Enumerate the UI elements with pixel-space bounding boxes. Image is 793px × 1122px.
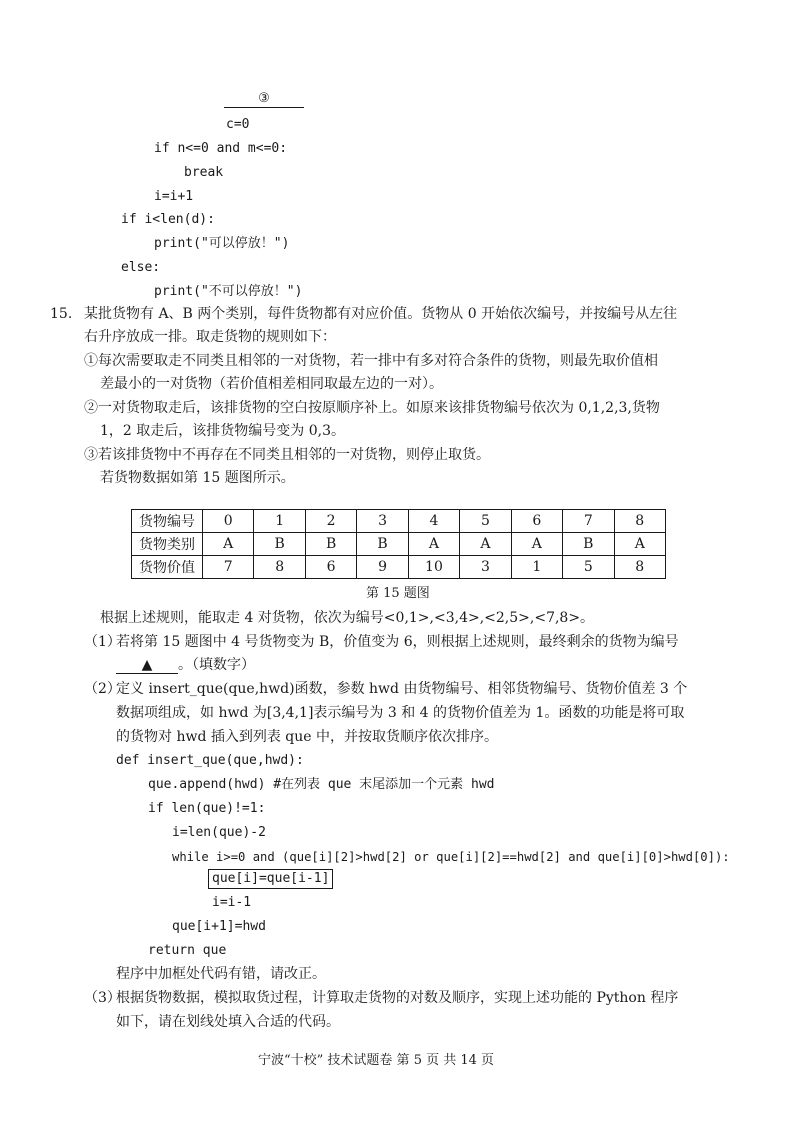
table-cell: 8 [614,510,666,533]
boxed-error-code: que[i]=que[i-1] [208,869,333,889]
part-3-text: 根据货物数据，模拟取货过程，计算取走货物的对数及顺序，实现上述功能的 Python 程序 [116,990,679,1006]
code-line: print("不可以停放！") [154,284,303,299]
code-line: if i<len(d): [121,212,215,227]
part-1-text: 若将第 15 题图中 4 号货物变为 B，价值变为 6，则根据上述规则，最终剩余的货物为编号 [116,634,679,650]
table-cell: 1 [511,556,562,579]
answer-blank: ▲ [116,657,178,674]
code-line: i=len(que)-2 [172,825,266,840]
rule-1-cont: 差最小的一对货物（若价值相差相同取最左边的一对）。 [100,376,443,392]
code-line: while i>=0 and (que[i][2]>hwd[2] or que[i][2]==hwd[2] and que[i][0]>hwd[0]): [172,850,730,864]
part-2-note: 程序中加框处代码有错，请改正。 [116,966,326,982]
table-cell: 3 [460,556,511,579]
part-2-text: 的货物对 hwd 插入到列表 que 中，并按取货顺序依次排序。 [116,729,499,745]
code-line: i=i+1 [154,189,194,204]
code-line: que[i+1]=hwd [172,919,266,934]
table-row [132,533,666,556]
part-2-label: （2） [84,681,121,697]
rule-2: ②一对货物取走后，该排货物的空白按原顺序补上。如原来该排货物编号依次为 0,1,2,3,货物 [84,400,660,416]
row-header: 货物编号 [132,510,203,533]
table-cell: B [305,533,356,556]
code-line: break [184,165,224,180]
part-2-text: 定义 insert_que(que,hwd)函数，参数 hwd 由货物编号、相邻货物编号、货物价值差 3 个 [116,681,688,697]
figure-caption: 第 15 题图 [366,586,430,601]
table-cell: 3 [357,510,408,533]
code-line: if n<=0 and m<=0: [154,141,288,156]
table-cell: 6 [305,556,356,579]
code-line: else: [121,260,161,275]
part-3-label: （3） [84,990,121,1006]
table-cell: A [408,533,459,556]
table-cell: 5 [563,556,614,579]
code-line: return que [148,943,227,958]
code-line: print("可以停放！") [154,236,290,251]
table-cell: A [614,533,666,556]
blank-3: ③ [224,90,304,108]
code-line: i=i-1 [212,895,252,910]
table-cell: 1 [254,510,305,533]
question-number: 15. [50,306,73,322]
page-footer: 宁波“十校” 技术试题卷 第 5 页 共 14 页 [258,1053,495,1068]
table-row [132,510,666,533]
row-header: 货物价值 [132,556,203,579]
part-1-answer-line: ▲ 。（填数字） [116,656,255,674]
rule-1: ①每次需要取走不同类且相邻的一对货物，若一排中有多对符合条件的货物，则最先取价值相 [84,353,658,369]
part-3-text: 如下，请在划线处填入合适的代码。 [116,1014,340,1030]
table-cell: 5 [460,510,511,533]
result-statement: 根据上述规则，能取走 4 对货物，依次为编号<0,1>,<3,4>,<2,5>,<7,8>。 [100,610,595,626]
part-1-label: （1） [84,634,121,650]
goods-table [131,509,666,579]
rule-2-cont: 1，2 取走后，该排货物编号变为 0,3。 [100,423,345,439]
question-intro: 某批货物有 A、B 两个类别，每件货物都有对应价值。货物从 0 开始依次编号，并按编号从左往 [84,306,678,322]
table-cell: A [511,533,562,556]
code-line: if len(que)!=1: [148,801,266,816]
table-cell: 10 [408,556,459,579]
table-cell: 7 [563,510,614,533]
code-line: c=0 [226,117,250,132]
table-cell: 8 [614,556,666,579]
table-cell: 2 [305,510,356,533]
table-cell: B [357,533,408,556]
table-cell: 9 [357,556,408,579]
table-cell: 8 [254,556,305,579]
table-cell: 0 [203,510,254,533]
rule-3: ③若该排货物中不再存在不同类且相邻的一对货物，则停止取货。 [84,447,490,463]
row-header: 货物类别 [132,533,203,556]
question-intro: 右升序放成一排。取走货物的规则如下： [84,329,336,345]
table-cell: 7 [203,556,254,579]
code-line: def insert_que(que,hwd): [116,753,304,768]
table-cell: A [203,533,254,556]
part-2-text: 数据项组成，如 hwd 为[3,4,1]表示编号为 3 和 4 的货物价值差为 1。函数的功能是将可取 [116,705,685,721]
table-row [132,556,666,579]
table-cell: A [460,533,511,556]
table-cell: 4 [408,510,459,533]
code-line: que.append(hwd) #在列表 que 末尾添加一个元素 hwd [148,777,495,792]
table-cell: B [563,533,614,556]
table-cell: B [254,533,305,556]
figure-reference: 若货物数据如第 15 题图所示。 [100,470,295,486]
table-cell: 6 [511,510,562,533]
